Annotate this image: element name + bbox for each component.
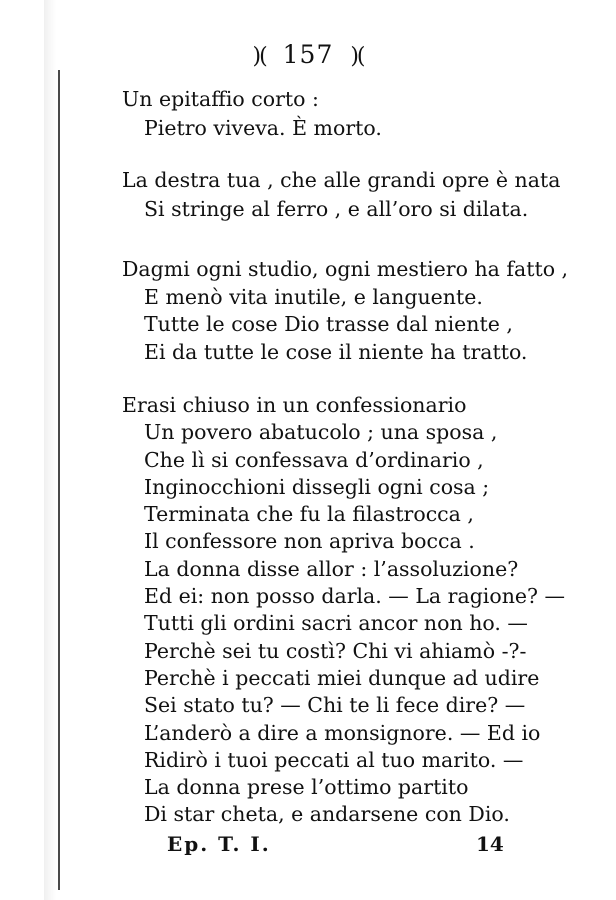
verse-line: Ei da tutte le cose il niente ha tratto. (144, 339, 528, 364)
epigram-3 (122, 256, 568, 366)
verse-line: Che lì si confessava d’ordinario , (144, 447, 484, 472)
verse-line: La donna disse allor : l’assoluzione? (144, 556, 519, 581)
header-ornament-right: )( (350, 44, 364, 69)
verse-line: Perchè sei tu costì? Chi vi ahiamò -?- (144, 638, 527, 663)
signature-mark: Ep. T. I. (167, 832, 271, 856)
verse-line: La donna prese l’ottimo partito (144, 775, 469, 800)
verse-line: Terminata che fu la filastrocca , (144, 502, 474, 527)
page-header (0, 40, 616, 69)
verse-line: Erasi chiuso in un confessionario (122, 393, 467, 417)
binding-shadow (44, 0, 56, 900)
verse-line: E menò vita inutile, e languente. (144, 284, 483, 309)
verse-line: Di star cheta, e andarsene con Dio. (144, 802, 510, 827)
verse-line: La destra tua , che alle grandi opre è nata (122, 168, 561, 192)
verse-line: Un povero abatucolo ; una sposa , (144, 420, 498, 445)
epigram-2 (122, 166, 560, 225)
page-number: 157 (282, 40, 334, 69)
verse-line: Il confessore non apriva bocca . (144, 529, 475, 554)
verse-line: Perchè i peccati miei dunque ad udire (144, 665, 540, 690)
verse-line: Dagmi ogni studio, ogni mestiero ha fatto , (122, 257, 569, 281)
verse-line: L’anderò a dire a monsignore. — Ed io (144, 720, 541, 745)
margin-rule (58, 70, 60, 890)
header-ornament-left: )( (252, 44, 266, 69)
sheet-number: 14 (476, 832, 504, 856)
verse-line: Un epitaffio corto : (122, 87, 319, 111)
epigram-4 (122, 392, 565, 829)
verse-line: Tutte le cose Dio trasse dal niente , (144, 312, 513, 336)
verse-line: Ridirò i tuoi peccati al tuo marito. — (144, 747, 524, 772)
verse-line: Si stringe al ferro , e all’oro si dilata. (144, 197, 529, 222)
verse-line: Tutti gli ordini sacri ancor non ho. — (144, 611, 528, 636)
epigram-1 (122, 85, 382, 144)
verse-line: Pietro viveva. È morto. (144, 116, 382, 141)
verse-line: Inginocchioni dissegli ogni cosa ; (144, 474, 490, 499)
verse-line: Ed ei: non posso darla. — La ragione? — (144, 584, 566, 609)
verse-line: Sei stato tu? — Chi te li fece dire? — (144, 693, 526, 718)
